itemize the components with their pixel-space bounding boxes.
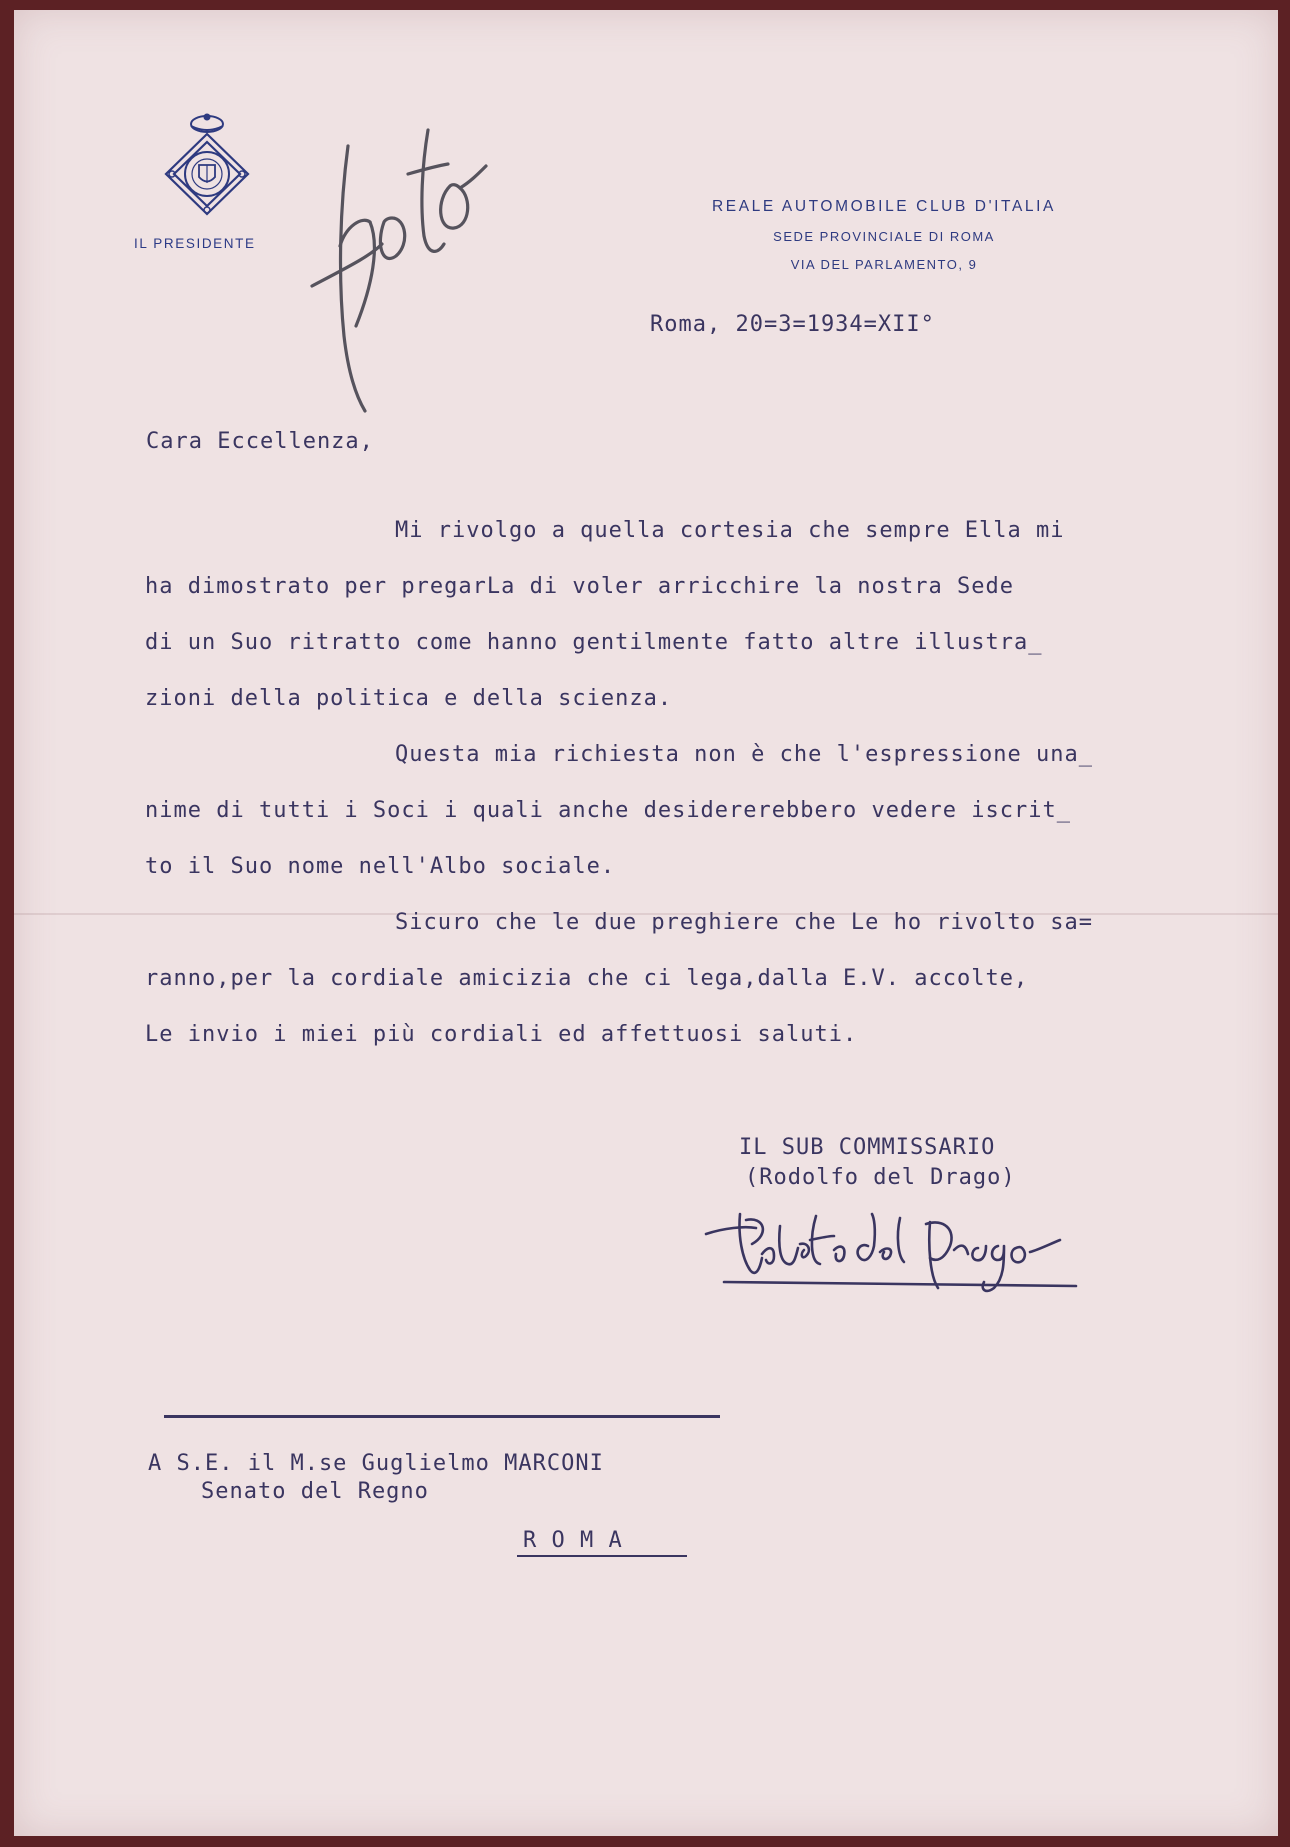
recipient-city: R O M A	[523, 1528, 623, 1553]
body-line: Questa mia richiesta non è che l'espressione una_	[395, 742, 1094, 767]
letter-sheet	[14, 10, 1278, 1836]
body-line: to il Suo nome nell'Albo sociale.	[145, 854, 616, 879]
date-line: Roma, 20=3=1934=XII°	[650, 312, 935, 337]
recipient-line: Senato del Regno	[201, 1479, 429, 1504]
office-address: VIA DEL PARLAMENTO, 9	[790, 257, 978, 272]
president-label: IL PRESIDENTE	[134, 236, 256, 251]
office-name: SEDE PROVINCIALE DI ROMA	[773, 229, 995, 244]
body-line: Sicuro che le due preghiere che Le ho rivolto sa=	[395, 910, 1094, 935]
body-line: di un Suo ritratto come hanno gentilmente fatto altre illustra_	[145, 630, 1043, 655]
signatory-title: IL SUB COMMISSARIO	[739, 1135, 996, 1160]
body-line: ha dimostrato per pregarLa di voler arricchire la nostra Sede	[145, 574, 1014, 599]
body-line: Mi rivolgo a quella cortesia che sempre Ella mi	[395, 518, 1065, 543]
crest-emblem-icon	[162, 112, 252, 222]
body-line: Le invio i miei più cordiali ed affettuosi saluti.	[145, 1022, 858, 1047]
handwritten-foto-annotation	[310, 126, 500, 416]
city-underline	[517, 1555, 687, 1557]
recipient-line: A S.E. il M.se Guglielmo MARCONI	[148, 1451, 604, 1476]
signatory-name: (Rodolfo del Drago)	[745, 1165, 1016, 1190]
organization-name: REALE AUTOMOBILE CLUB D'ITALIA	[712, 198, 1056, 215]
letterhead-block	[634, 198, 1134, 272]
handwritten-signature	[704, 1206, 1094, 1298]
divider-rule	[164, 1415, 720, 1418]
body-line: ranno,per la cordiale amicizia che ci lega,dalla E.V. accolte,	[145, 966, 1029, 991]
salutation: Cara Eccellenza,	[146, 429, 374, 454]
body-line: nime di tutti i Soci i quali anche desidererebbero vedere iscrit_	[145, 798, 1071, 823]
body-line: zioni della politica e della scienza.	[145, 686, 673, 711]
